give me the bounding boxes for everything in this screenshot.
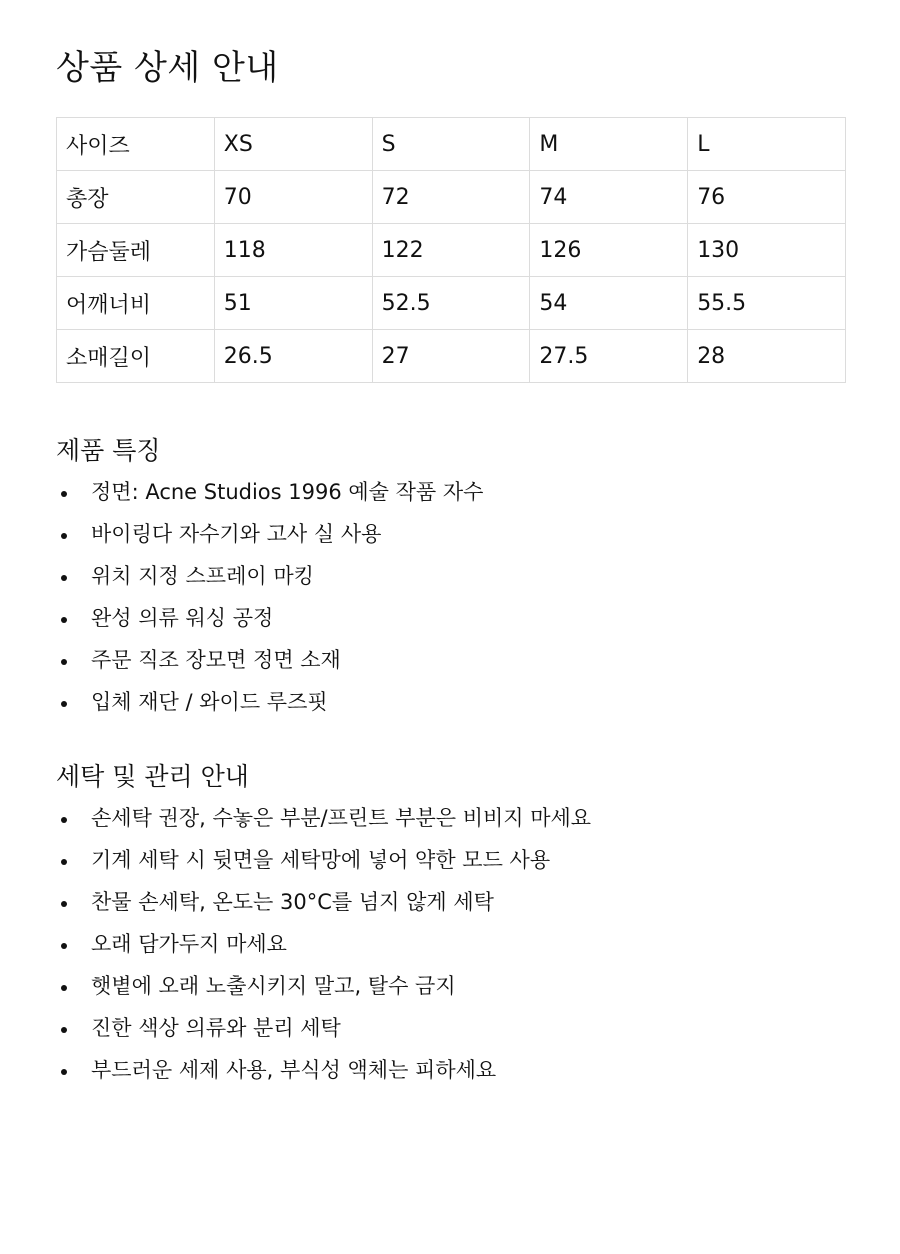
care-item bbox=[56, 1049, 846, 1091]
bullet-icon bbox=[61, 575, 67, 581]
care-item bbox=[56, 965, 846, 1007]
size-table-cell: 74 bbox=[530, 171, 688, 224]
size-table-row-label: 가슴둘레 bbox=[57, 224, 215, 277]
size-table-row bbox=[57, 330, 846, 383]
bullet-icon bbox=[61, 491, 67, 497]
size-table-row bbox=[57, 277, 846, 330]
size-table-cell: 126 bbox=[530, 224, 688, 277]
size-table-cell: 130 bbox=[688, 224, 846, 277]
feature-item-text: 위치 지정 스프레이 마킹 bbox=[91, 564, 314, 588]
product-detail-page bbox=[56, 40, 846, 1091]
care-item-text: 진한 색상 의류와 분리 세탁 bbox=[91, 1016, 341, 1040]
size-table-cell: S bbox=[372, 118, 530, 171]
bullet-icon bbox=[61, 701, 67, 707]
bullet-icon bbox=[61, 1027, 67, 1033]
care-item bbox=[56, 923, 846, 965]
size-table-cell: 52.5 bbox=[372, 277, 530, 330]
size-table bbox=[56, 117, 846, 383]
page-title: 상품 상세 안내 bbox=[56, 48, 279, 88]
bullet-icon bbox=[61, 1069, 67, 1075]
feature-item bbox=[56, 639, 846, 681]
care-list bbox=[56, 797, 846, 1091]
feature-item-text: 완성 의류 워싱 공정 bbox=[91, 606, 274, 630]
size-table-cell: 54 bbox=[530, 277, 688, 330]
care-item-text: 햇볕에 오래 노출시키지 말고, 탈수 금지 bbox=[91, 974, 456, 998]
bullet-icon bbox=[61, 943, 67, 949]
care-item bbox=[56, 797, 846, 839]
feature-item-text: 정면: Acne Studios 1996 예술 작품 자수 bbox=[91, 480, 484, 504]
care-item bbox=[56, 881, 846, 923]
bullet-icon bbox=[61, 817, 67, 823]
bullet-icon bbox=[61, 617, 67, 623]
size-table-cell: 26.5 bbox=[214, 330, 372, 383]
size-table-cell: 76 bbox=[688, 171, 846, 224]
size-table-cell: 118 bbox=[214, 224, 372, 277]
feature-item bbox=[56, 555, 846, 597]
bullet-icon bbox=[61, 985, 67, 991]
size-table-row bbox=[57, 118, 846, 171]
size-table-row-label: 어깨너비 bbox=[57, 277, 215, 330]
size-table-row-label: 소매길이 bbox=[57, 330, 215, 383]
care-item-text: 기계 세탁 시 뒷면을 세탁망에 넣어 약한 모드 사용 bbox=[91, 848, 551, 872]
size-table-cell: 27.5 bbox=[530, 330, 688, 383]
features-title: 제품 특징 bbox=[56, 436, 161, 465]
bullet-icon bbox=[61, 533, 67, 539]
features-list bbox=[56, 471, 846, 723]
bullet-icon bbox=[61, 901, 67, 907]
size-table-row bbox=[57, 224, 846, 277]
size-table-cell: 27 bbox=[372, 330, 530, 383]
care-item bbox=[56, 1007, 846, 1049]
care-item-text: 오래 담가두지 마세요 bbox=[91, 932, 287, 956]
bullet-icon bbox=[61, 659, 67, 665]
size-table-cell: 28 bbox=[688, 330, 846, 383]
size-table-row-label: 총장 bbox=[57, 171, 215, 224]
care-item bbox=[56, 839, 846, 881]
care-item-text: 찬물 손세탁, 온도는 30°C를 넘지 않게 세탁 bbox=[91, 890, 494, 914]
size-table-cell: L bbox=[688, 118, 846, 171]
bullet-icon bbox=[61, 859, 67, 865]
size-table-cell: XS bbox=[214, 118, 372, 171]
size-table-cell: 72 bbox=[372, 171, 530, 224]
feature-item bbox=[56, 681, 846, 723]
care-item-text: 부드러운 세제 사용, 부식성 액체는 피하세요 bbox=[91, 1058, 497, 1082]
size-table-cell: M bbox=[530, 118, 688, 171]
care-item-text: 손세탁 권장, 수놓은 부분/프린트 부분은 비비지 마세요 bbox=[91, 806, 592, 830]
size-table-cell: 70 bbox=[214, 171, 372, 224]
size-table-cell: 122 bbox=[372, 224, 530, 277]
size-table-row bbox=[57, 171, 846, 224]
feature-item bbox=[56, 471, 846, 513]
feature-item-text: 주문 직조 장모면 정면 소재 bbox=[91, 648, 341, 672]
size-table-row-label: 사이즈 bbox=[57, 118, 215, 171]
feature-item-text: 입체 재단 / 와이드 루즈핏 bbox=[91, 690, 328, 714]
size-table-cell: 55.5 bbox=[688, 277, 846, 330]
feature-item bbox=[56, 513, 846, 555]
feature-item-text: 바이링다 자수기와 고사 실 사용 bbox=[91, 522, 382, 546]
care-title: 세탁 및 관리 안내 bbox=[56, 762, 249, 791]
size-table-cell: 51 bbox=[214, 277, 372, 330]
feature-item bbox=[56, 597, 846, 639]
